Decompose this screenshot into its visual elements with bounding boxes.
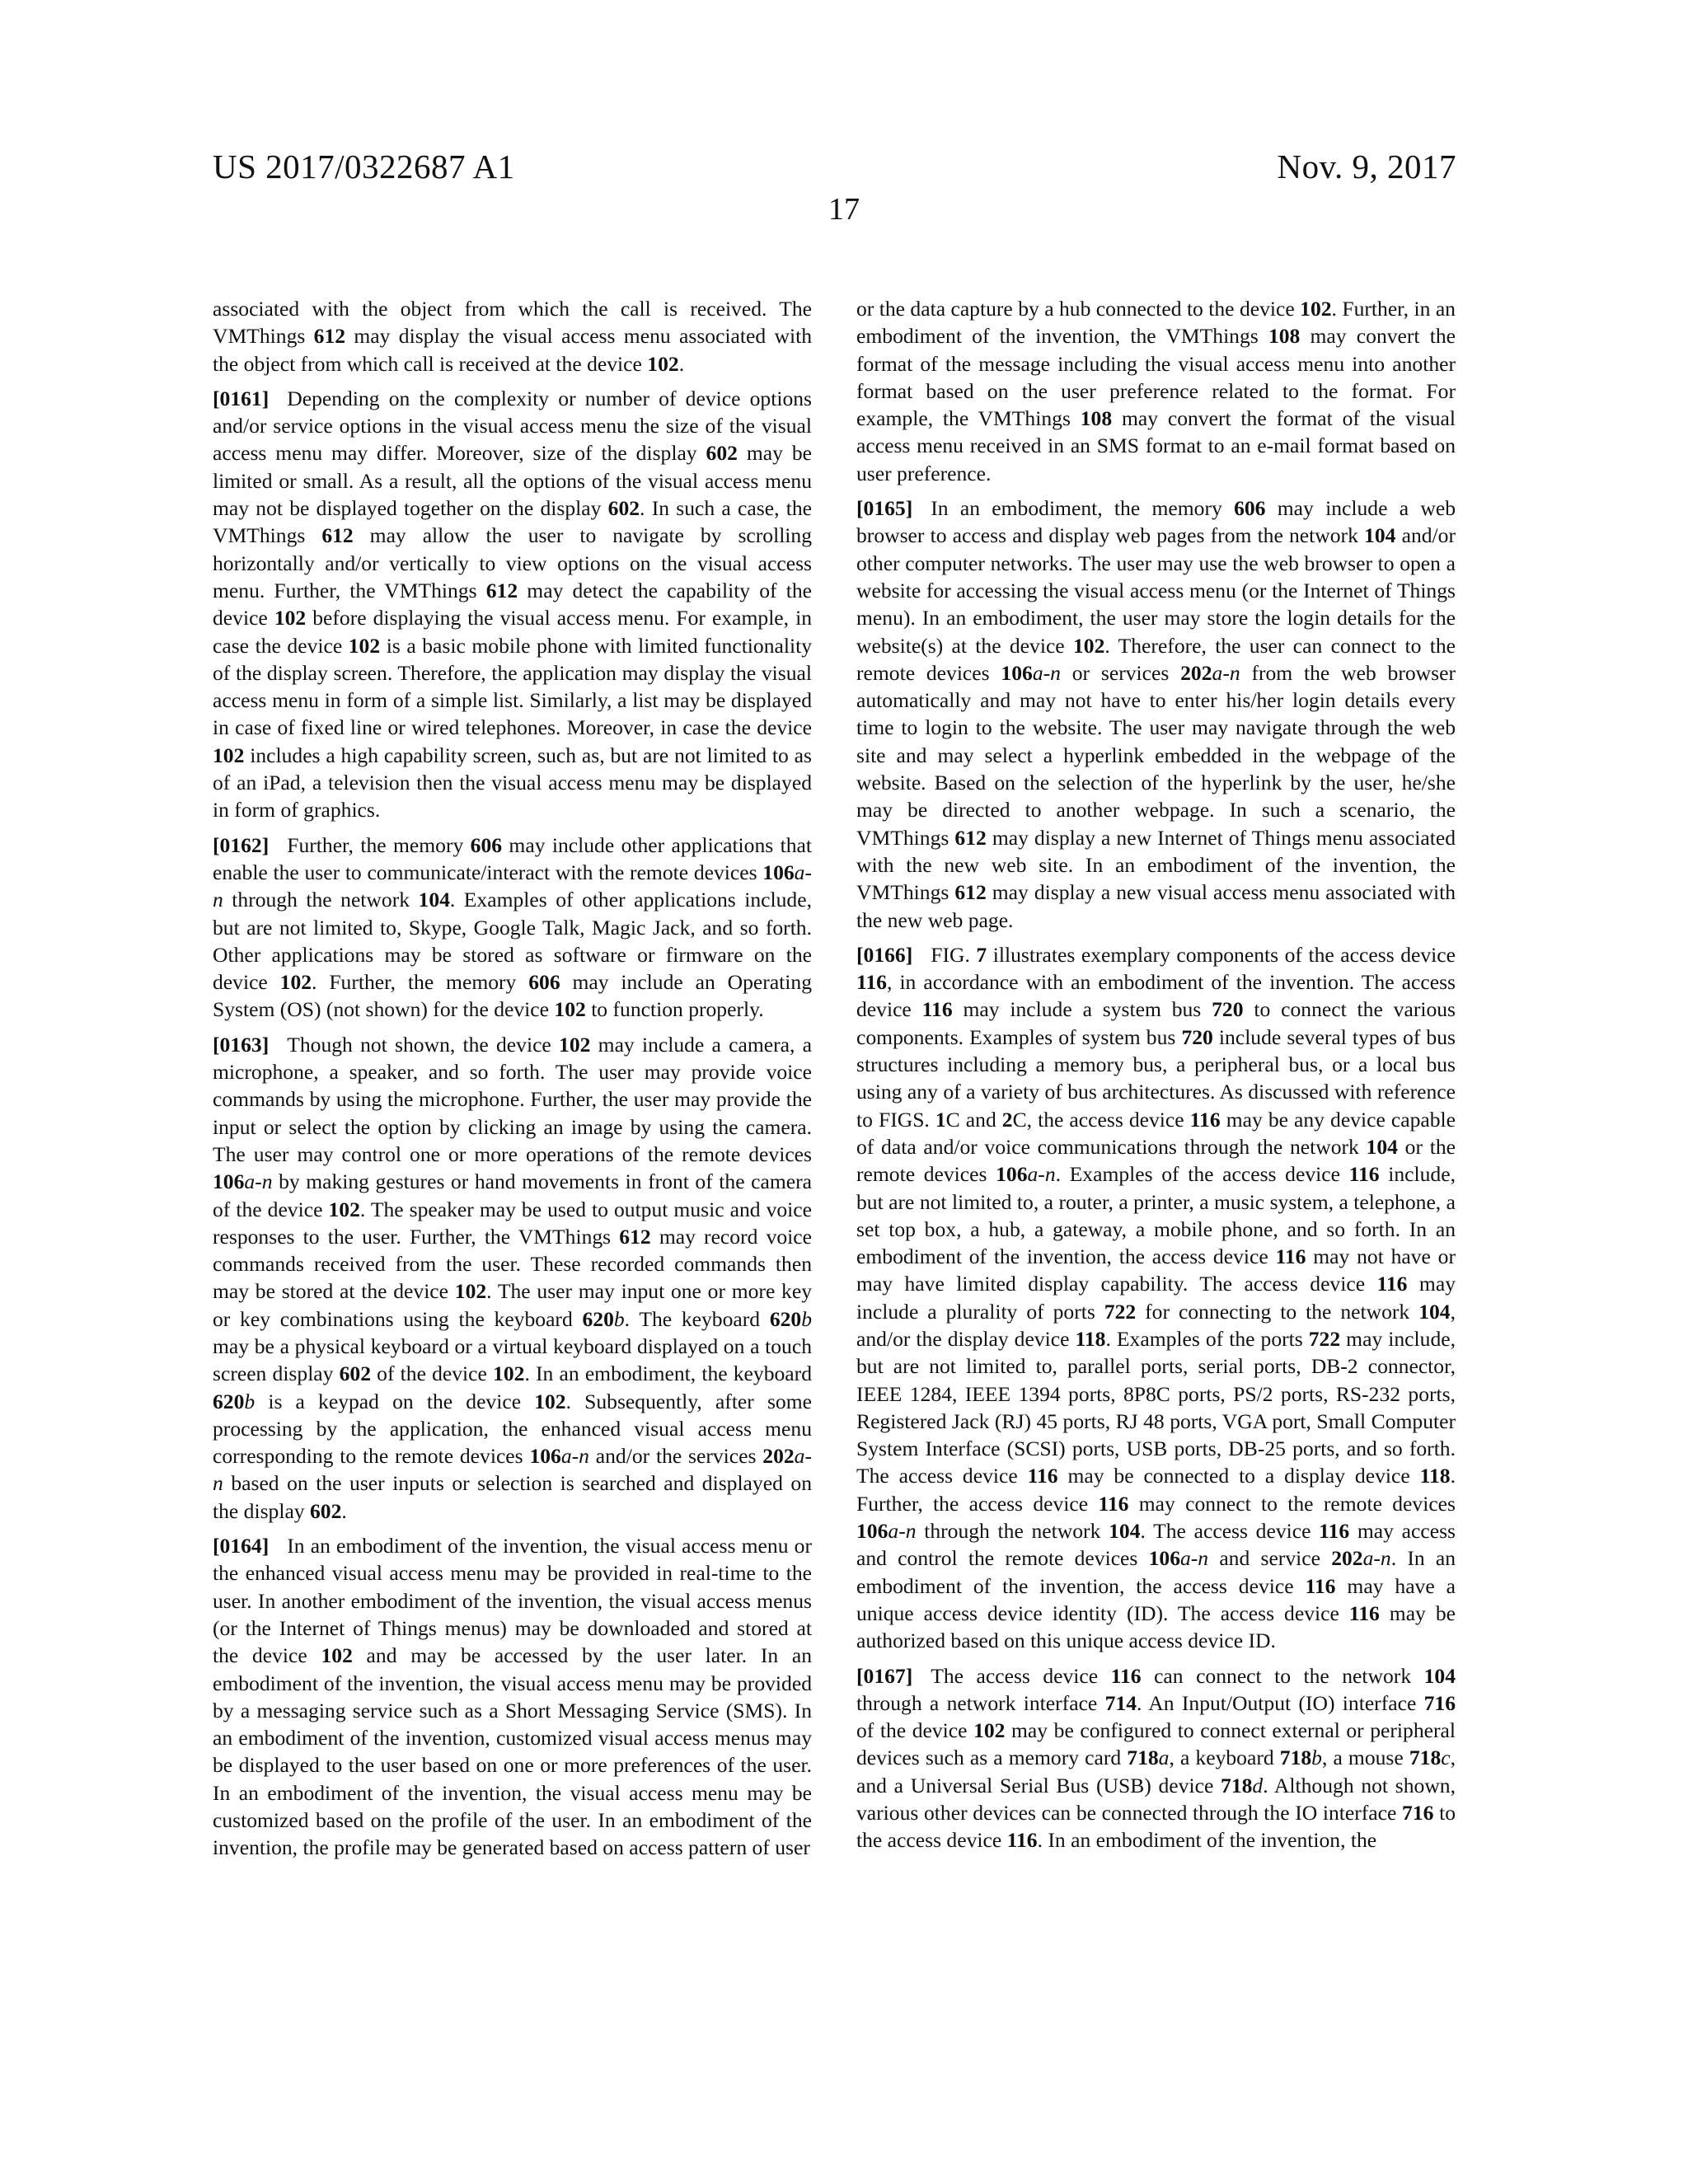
paragraph-text: or the data capture by a hub connected to the device 102. Further, in an embodiment of the invention, the VMThings 108 may convert the format of the message including the visual access menu into another format based on the user preference related to the format. For example, the VMThings 108 may convert the format of the visual access menu received in an SMS format to an e-mail format based on user preference. (856, 297, 1456, 485)
paragraph-text: In an embodiment of the invention, the visual access menu or the enhanced visual access menu may be provided in real-time to the user. In another embodiment of the invention, the visual access menus (or the Internet of Things menus) may be downloaded and stored at the device 102 and may be accessed by the user later. In an embodiment of the invention, the visual access menu may be provided by a messaging service such as a Short Messaging Service (SMS). In an embodiment of the invention, customized visual access menus may be displayed to the user based on one or more preferences of the user. In an embodiment of the invention, the visual access menu may be customized based on the profile of the user. In an embodiment of the invention, the profile may be generated based on access pattern of user (213, 1534, 812, 1860)
paragraph (856, 1662, 1456, 1854)
paragraph-number: [0166] (856, 942, 913, 967)
paragraph (213, 295, 812, 377)
paragraph-number: [0165] (856, 496, 913, 521)
paragraph (213, 1532, 812, 1862)
paragraph (856, 494, 1456, 934)
paragraph (213, 385, 812, 824)
paragraph-number: [0161] (213, 386, 270, 410)
paragraph (856, 295, 1456, 487)
text-column-left (213, 295, 812, 1869)
paragraph-text: The access device 116 can connect to the network 104 through a network interface 714. An Input/Output (IO) interface 716 of the device 102 may be configured to connect external or peripheral devices such as a memory card 718a, a keyboard 718b, a mouse 718c, and a Universal Serial Bus (USB) device 718d. Although not shown, various other devices can be connected through the IO interface 716 to the access device 116. In an embodiment of the invention, the (856, 1663, 1456, 1853)
paragraph-text: Though not shown, the device 102 may include a camera, a microphone, a speaker, and so forth. The user may provide voice commands by using the microphone. Further, the user may provide the input or select the option by clicking an image by using the camera. The user may control one or more operations of the remote devices 106a-n by making gestures or hand movements in front of the camera of the device 102. The speaker may be used to output music and voice responses to the user. Further, the VMThings 612 may record voice commands received from the user. These recorded commands then may be stored at the device 102. The user may input one or more key or key combinations using the keyboard 620b. The keyboard 620b may be a physical keyboard or a virtual keyboard displayed on a touch screen display 602 of the device 102. In an embodiment, the keyboard 620b is a keypad on the device 102. Subsequently, after some processing by the application, the enhanced visual access menu corresponding to the remote devices 106a-n and/or the services 202a-n based on the user inputs or selection is searched and displayed on the display 602. (213, 1032, 813, 1523)
publication-date: Nov. 9, 2017 (1277, 148, 1456, 185)
paragraph (213, 1031, 812, 1525)
paragraph-text: Further, the memory 606 may include other applications that enable the user to communicate/interact with the remote devices 106a-n through the network 104. Examples of other applications include, but are not limited to, Skype, Google Talk, Magic Jack, and so forth. Other applications may be stored as software or firmware on the device 102. Further, the memory 606 may include an Operating System (OS) (not shown) for the device 102 to function properly. (213, 832, 812, 1022)
publication-number: US 2017/0322687 A1 (213, 148, 515, 185)
paragraph-text: FIG. 7 illustrates exemplary components of the access device 116, in accordance with an embodiment of the invention. The access device 116 may include a system bus 720 to connect the various components. Examples of system bus 720 include several types of bus structures including a memory bus, a peripheral bus, or a local bus using any of a variety of bus architectures. As discussed with reference to FIGS. 1C and 2C, the access device 116 may be any device capable of data and/or voice communications through the network 104 or the remote devices 106a-n. Examples of the access device 116 include, but are not limited to, a router, a printer, a music system, a telephone, a set top box, a hub, a gateway, a mobile phone, and so forth. In an embodiment of the invention, the access device 116 may not have or may have limited display capability. The access device 116 may include a plurality of ports 722 for connecting to the network 104, and/or the display device 118. Examples of the ports 722 may include, but are not limited to, parallel ports, serial ports, DB-2 connector, IEEE 1284, IEEE 1394 ports, 8P8C ports, PS/2 ports, RS-232 ports, Registered Jack (RJ) 45 ports, RJ 48 ports, VGA port, Small Computer System Interface (SCSI) ports, USB ports, DB-25 ports, and so forth. The access device 116 may be connected to a display device 118. Further, the access device 116 may connect to the remote devices 106a-n through the network 104. The access device 116 may access and control the remote devices 106a-n and service 202a-n. In an embodiment of the invention, the access device 116 may have a unique access device identity (ID). The access device 116 may be authorized based on this unique access device ID. (856, 942, 1456, 1653)
paragraph-number: [0162] (213, 832, 270, 857)
paragraph (213, 832, 812, 1024)
paragraph-number: [0167] (856, 1663, 913, 1688)
paragraph-text: Depending on the complexity or number of device options and/or service options in the visual access menu the size of the visual access menu may differ. Moreover, size of the display 602 may be limited or small. As a result, all the options of the visual access menu may not be displayed together on the display 602. In such a case, the VMThings 612 may allow the user to navigate by scrolling horizontally and/or vertically to view options on the visual access menu. Further, the VMThings 612 may detect the capability of the device 102 before displaying the visual access menu. For example, in case the device 102 is a basic mobile phone with limited functionality of the display screen. Therefore, the application may display the visual access menu in form of a simple list. Similarly, a list may be displayed in case of fixed line or wired telephones. Moreover, in case the device 102 includes a high capability screen, such as, but are not limited to as of an iPad, a television then the visual access menu may be displayed in form of graphics. (213, 386, 813, 823)
text-column-right (856, 295, 1456, 1862)
paragraph-text: In an embodiment, the memory 606 may include a web browser to access and display web pages from the network 104 and/or other computer networks. The user may use the web browser to open a website for accessing the visual access menu (or the Internet of Things menu). In an embodiment, the user may store the login details for the website(s) at the device 102. Therefore, the user can connect to the remote devices 106a-n or services 202a-n from the web browser automatically and may not have to enter his/her login details every time to login to the website. The user may navigate through the web site and may select a hyperlink embedded in the webpage of the website. Based on the selection of the hyperlink by the user, he/she may be directed to another webpage. In such a scenario, the VMThings 612 may display a new Internet of Things menu associated with the new web site. In an embodiment of the invention, the VMThings 612 may display a new visual access menu associated with the new web page. (856, 496, 1456, 932)
page-number: 17 (828, 192, 860, 227)
paragraph-text: associated with the object from which the call is received. The VMThings 612 may display the visual access menu associated with the object from which call is received at the device 102. (213, 297, 813, 376)
paragraph-number: [0164] (213, 1534, 270, 1558)
paragraph-number: [0163] (213, 1032, 270, 1057)
paragraph (856, 941, 1456, 1655)
